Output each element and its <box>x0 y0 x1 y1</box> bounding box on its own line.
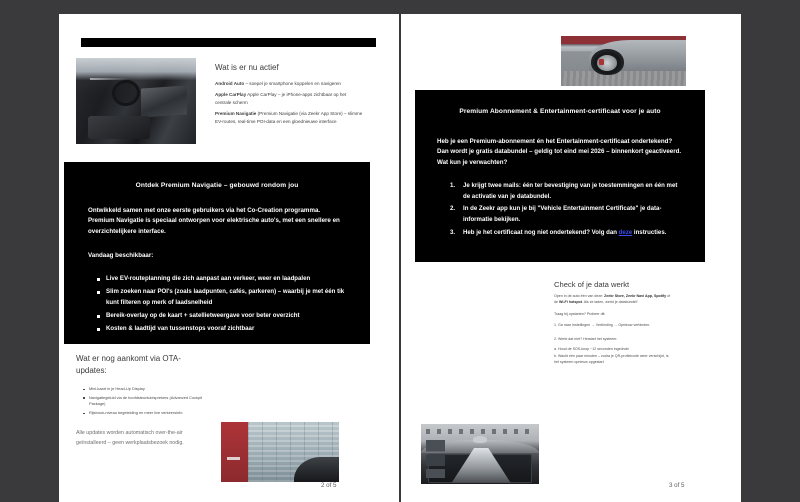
car-wheel-photo <box>561 36 686 86</box>
troubleshoot-heading: Traag bij opstarten? Probeer dit: <box>554 311 606 316</box>
data-check-intro <box>554 294 672 306</box>
photo-detail-layer <box>561 36 686 86</box>
troubleshoot-step-2: 2. Werkt dat niet? Herstart het systeem: <box>554 337 618 342</box>
document-page-3[interactable] <box>401 14 741 502</box>
promo-bullet: Slim zoeken naar POI's (zoals laadpunten, cafés, parkeren) – waarbij je met één tik kunt filteren op merk of laadsnelheid <box>96 287 346 308</box>
promo-title: Ontdek Premium Navigatie – gebouwd rondom jou <box>135 182 299 189</box>
feature-term: Apple CarPlay <box>215 92 247 98</box>
intro-middle: of de <box>554 294 671 304</box>
intro-hotspot-bold: Wi-Fi hotspot <box>559 299 582 304</box>
pages-container <box>59 14 741 502</box>
subscription-step <box>449 228 683 239</box>
troubleshoot-step-1: 1. Ga naar Instellingen → Verbinding → Opnieuw verbinden. <box>554 323 651 328</box>
promo-bullet: Kosten & laadtijd van tussenstops vooraf zichtbaar <box>96 324 346 334</box>
car-interior-photo <box>76 58 196 144</box>
instructions-link[interactable]: deze <box>618 228 633 236</box>
active-features-list <box>215 80 363 129</box>
ota-updates-heading: Wat er nog aankomt via OTA-updates: <box>76 354 181 375</box>
step-text-before: Heb je het certificaat nog niet ondertekend? Volg dan <box>463 228 619 236</box>
promo-subheading: Vandaag beschikbaar: <box>88 252 154 260</box>
subscription-title: Premium Abonnement & Entertainment-certificaat voor je auto <box>459 108 661 115</box>
dashboard-display-photo <box>421 424 539 484</box>
active-features-heading: Wat is er nu actief <box>215 63 279 72</box>
subscription-step: Je krijgt twee mails: één ter bevestiging van je toestemmingen en één met de activatie van je databundel. <box>463 182 678 200</box>
feature-item <box>215 80 363 88</box>
ota-bullet: Mini-kaart in je Head-Up Display <box>83 386 213 392</box>
promo-bullet: Bereik-overlay op de kaart + satellietweergave voor beter overzicht <box>96 311 346 321</box>
feature-desc: Apple CarPlay – je iPhone-apps zichtbaar op het centrale scherm <box>215 92 347 105</box>
intro-after: . Als ze laden, werkt je databundel! <box>581 299 638 304</box>
promo-paragraph: Ontwikkeld samen met onze eerste gebruikers via het Co-Creation programma. Premium Navigatie is speciaal ontworpen voor elektrische auto's, met een snellere en overzichtelijkere interface. <box>88 206 340 236</box>
feature-term: Premium Navigatie <box>215 111 257 117</box>
photo-detail-layer <box>76 58 196 144</box>
feature-item <box>215 91 363 107</box>
subscription-paragraph: Heb je een Premium-abonnement én het Entertainment-certificaat ondertekend? Dan wordt je gratis databundel – geldig tot eind mei 2026 – binnenkort geactiveerd. <box>437 137 682 156</box>
page-number-right: 3 of 5 <box>669 482 685 489</box>
building-photo <box>221 422 339 482</box>
page-number-left: 2 of 5 <box>321 482 337 489</box>
intro-before: Open in de auto één van deze: <box>554 294 605 298</box>
premium-subscription-box <box>415 90 705 262</box>
promo-bullet-list <box>96 274 346 335</box>
intro-apps-bold: Zeekr Store, Zeekr Navi App, Spotify <box>604 294 667 298</box>
ota-note: Alle updates worden automatisch over-the-air geïnstalleerd – geen werkplaatsbezoek nodig. <box>76 430 184 446</box>
photo-detail-layer <box>221 422 339 482</box>
ota-bullet: Rijstrook-niveau begeleiding en meer live verkeersinfo <box>83 410 213 416</box>
subscription-question: Wat kun je verwachten? <box>437 159 508 167</box>
subscription-step: In de Zeekr app kun je bij "Vehicle Entertainment Certificate" je data-informatie bekijken. <box>463 205 662 224</box>
data-check-body <box>554 294 672 370</box>
promo-bullet: Live EV-routeplanning die zich aanpast aan verkeer, weer en laadpalen <box>96 274 346 284</box>
ota-bullet: Navigatiegeluid via de hoofdsteunluidsprekers (Advanced Cockpit Package) <box>83 395 213 408</box>
premium-navigation-promo-box <box>64 162 370 344</box>
troubleshoot-step-2a: a. Houd de SOS-knop ~12 seconden ingedrukt <box>554 347 629 352</box>
feature-item <box>215 110 363 126</box>
subscription-steps-list <box>449 181 683 238</box>
step-text-after: instructies. <box>632 228 667 236</box>
troubleshoot-step-2b: b. Wacht één paar minuten – zodra je QR-profielcode weer verschijnt, is het systeem opnieuw opgestart <box>554 353 669 364</box>
feature-desc: – soepel je smartphone koppelen en navigeren <box>244 81 341 86</box>
photo-detail-layer <box>421 424 539 484</box>
ota-bullet-list <box>83 386 213 419</box>
document-page-2[interactable] <box>59 14 399 502</box>
feature-term: Android Auto <box>215 81 245 86</box>
feature-desc: (Premium Navigatie (via Zeekr App Store) – slimme EV-routes, real-time POI-data en een gloednieuwe interface <box>215 111 363 124</box>
header-rule <box>81 38 376 47</box>
data-check-heading: Check of je data werkt <box>554 280 630 289</box>
